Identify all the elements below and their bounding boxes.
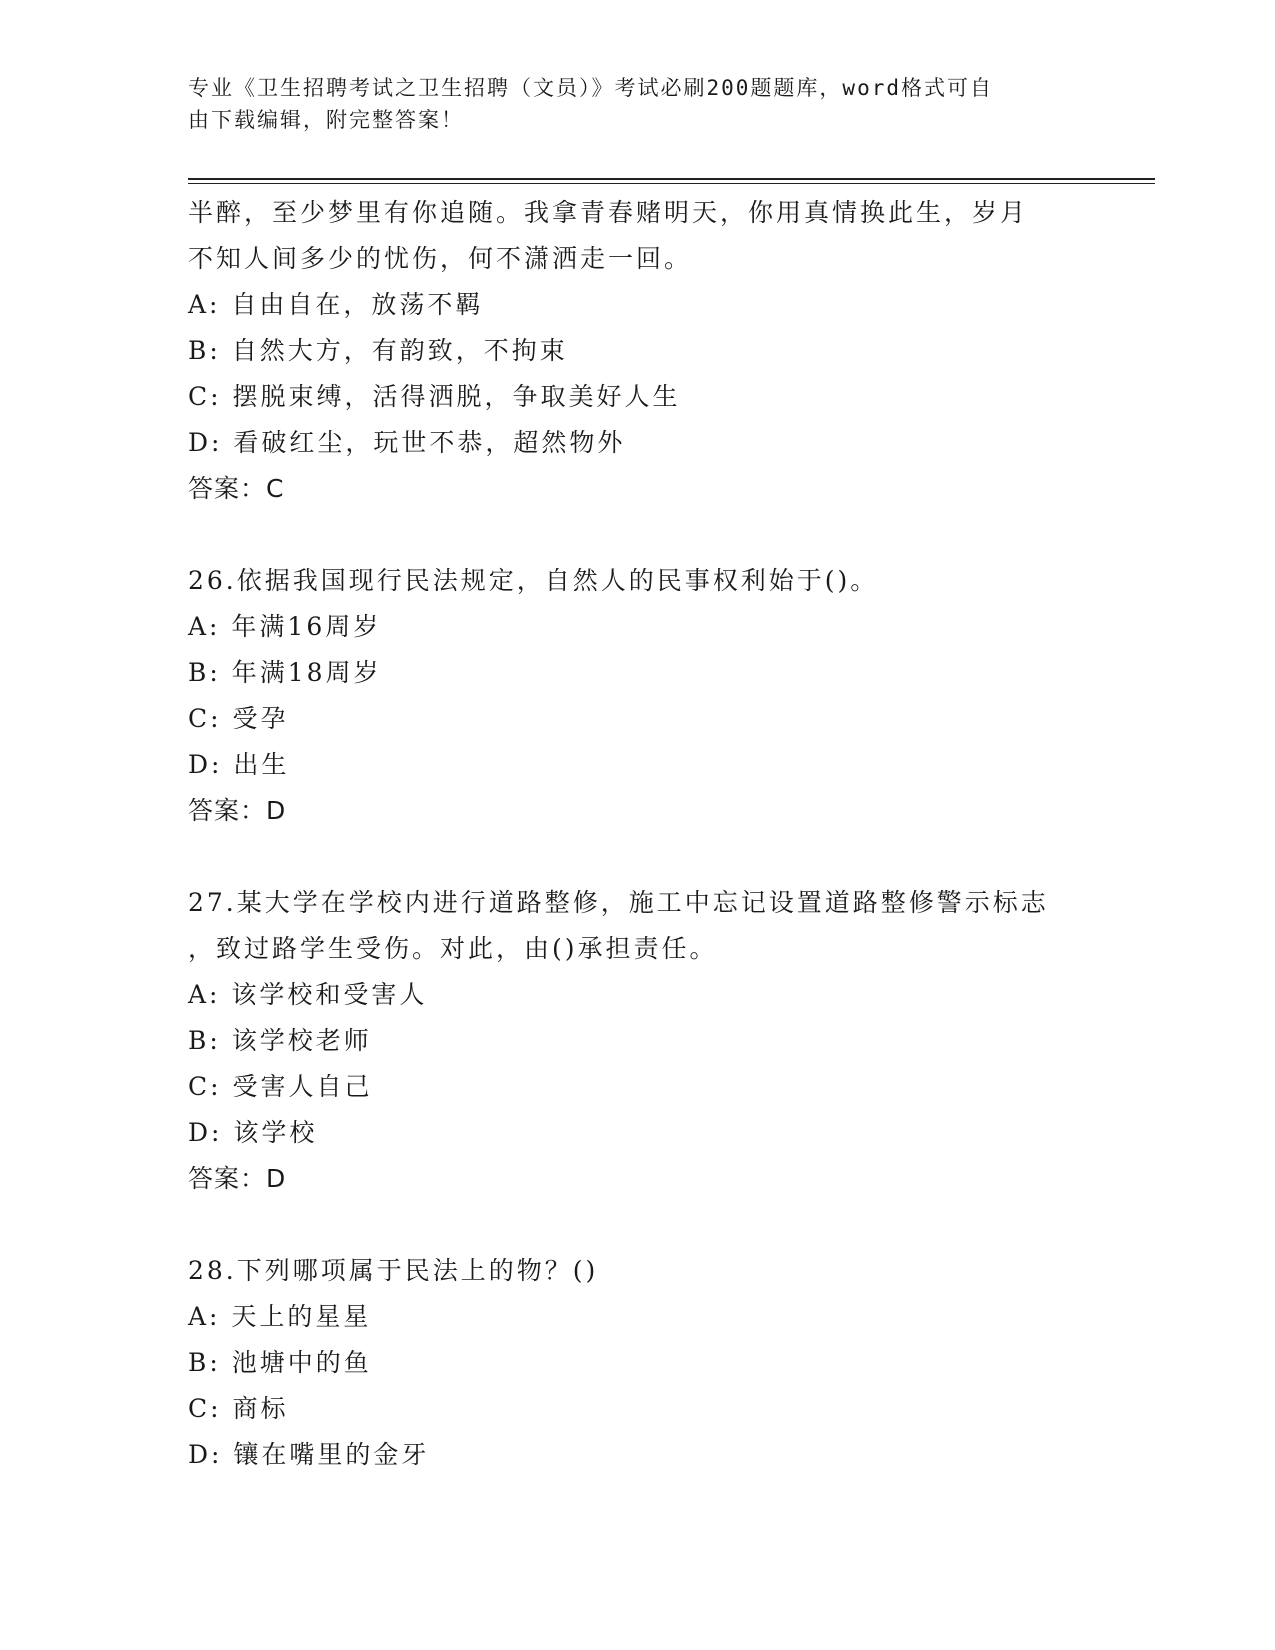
- question-stem-line: ，致过路学生受伤。对此，由()承担责任。: [188, 934, 718, 963]
- option-d: D: 看破红尘，玩世不恭，超然物外: [188, 428, 626, 457]
- option-c: C: 摆脱束缚，活得洒脱，争取美好人生: [188, 382, 681, 411]
- question-28: [188, 1248, 1148, 1478]
- option-a: A: 自由自在，放荡不羁: [188, 290, 484, 319]
- question-stem-line: 27.某大学在学校内进行道路整修，施工中忘记设置道路整修警示标志: [188, 888, 1049, 917]
- answer-label: 答案：D: [188, 1164, 287, 1193]
- header-line-2: 由下载编辑，附完整答案！: [188, 108, 464, 132]
- option-a: A: 年满16周岁: [188, 612, 382, 641]
- header-rule-thick: [188, 178, 1155, 180]
- header-rule-thin: [188, 183, 1155, 184]
- option-c: C: 受害人自己: [188, 1072, 373, 1101]
- question-25: [188, 190, 1148, 512]
- option-b: B: 该学校老师: [188, 1026, 372, 1055]
- option-a: A: 天上的星星: [188, 1302, 372, 1331]
- option-b: B: 自然大方，有韵致，不拘束: [188, 336, 568, 365]
- document-header: [188, 72, 1068, 136]
- option-b: B: 年满18周岁: [188, 658, 382, 687]
- header-line-1: 专业《卫生招聘考试之卫生招聘（文员）》考试必刷200题题库，word格式可自: [188, 76, 993, 100]
- question-stem-line: 28.下列哪项属于民法上的物？(): [188, 1256, 599, 1285]
- spacer: [188, 512, 1148, 558]
- question-stem-line: 半醉，至少梦里有你追随。我拿青春赌明天，你用真情换此生，岁月: [188, 198, 1029, 227]
- option-d: D: 该学校: [188, 1118, 318, 1147]
- question-stem-line: 不知人间多少的忧伤，何不潇洒走一回。: [188, 244, 693, 273]
- answer-label: 答案：C: [188, 474, 285, 503]
- option-a: A: 该学校和受害人: [188, 980, 428, 1009]
- question-26: [188, 558, 1148, 834]
- question-27: [188, 880, 1148, 1202]
- answer-label: 答案：D: [188, 796, 287, 825]
- question-stem-line: 26.依据我国现行民法规定，自然人的民事权利始于()。: [188, 566, 879, 595]
- question-content: [188, 190, 1148, 1478]
- spacer: [188, 834, 1148, 880]
- option-c: C: 商标: [188, 1394, 289, 1423]
- option-c: C: 受孕: [188, 704, 289, 733]
- option-b: B: 池塘中的鱼: [188, 1348, 372, 1377]
- spacer: [188, 1202, 1148, 1248]
- option-d: D: 出生: [188, 750, 290, 779]
- option-d: D: 镶在嘴里的金牙: [188, 1440, 430, 1469]
